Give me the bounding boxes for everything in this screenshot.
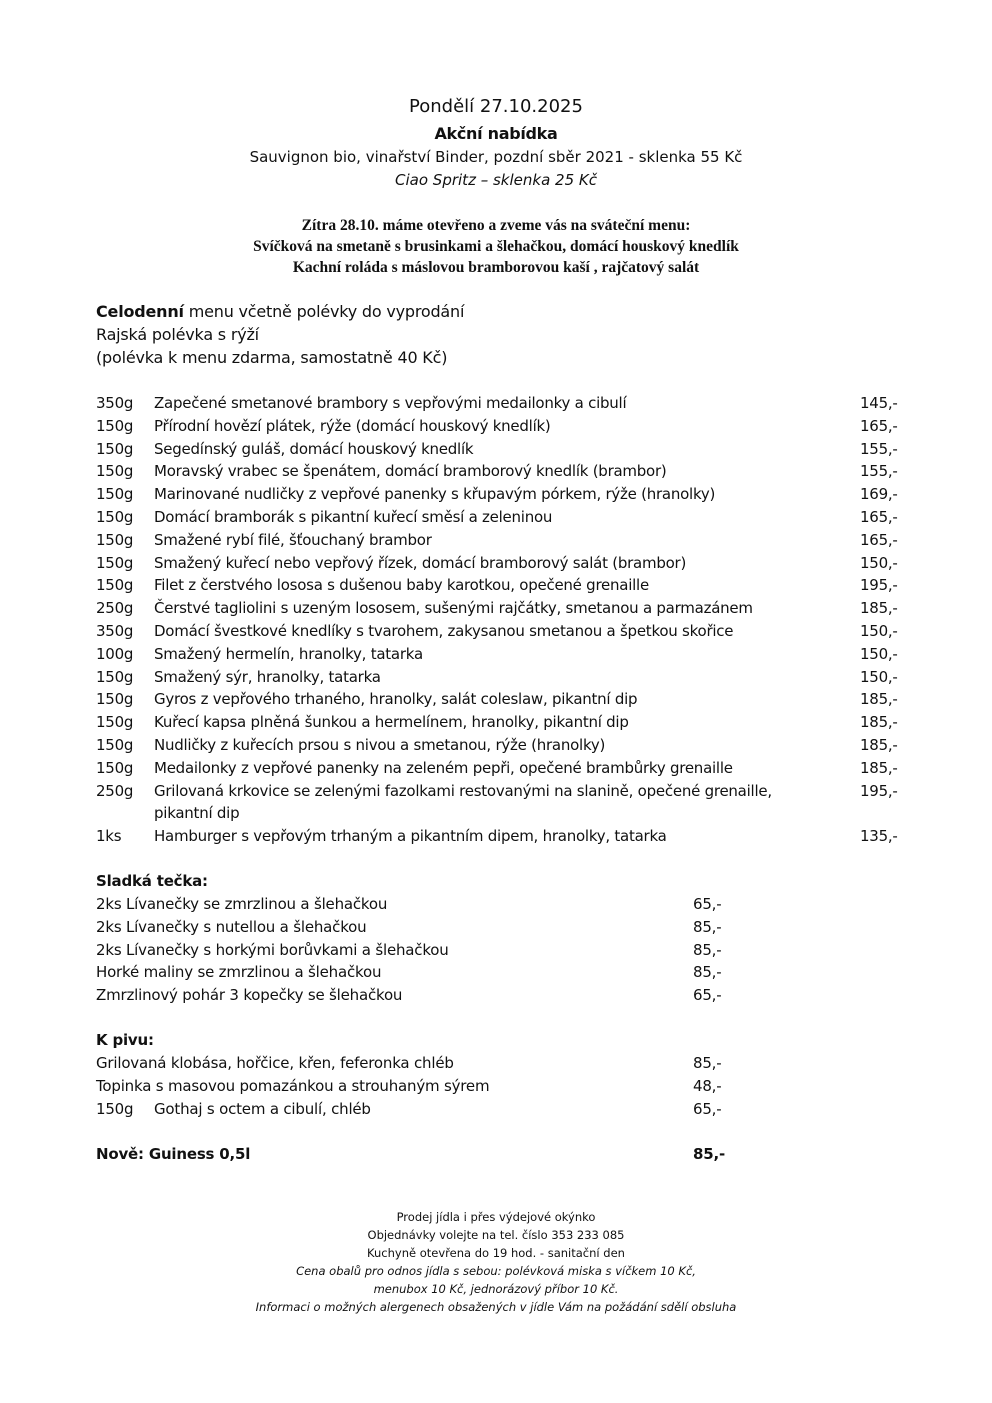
menu-item-name: Marinované nudličky z vepřové panenky s křupavým pórkem, rýže (hranolky): [154, 485, 716, 504]
dessert-row: [96, 961, 736, 984]
beer-snacks-list: [96, 1052, 736, 1120]
tomorrow-line: Kachní roláda s máslovou bramborovou kaší , rajčatový salát: [292, 259, 700, 276]
dessert-row: [96, 939, 736, 962]
promo-item: Sauvignon bio, vinařství Binder, pozdní sběr 2021 - sklenka 55 Kč: [249, 148, 743, 166]
menu-item-name: Domácí bramborák s pikantní kuřecí směsí a zeleninou: [154, 507, 553, 526]
menu-item-name: Smažený hermelín, hranolky, tatarka: [154, 644, 423, 663]
menu-item-weight: 350g: [96, 621, 134, 640]
menu-item-weight: 250g: [96, 781, 134, 800]
menu-item-name: Kuřecí kapsa plněná šunkou a hermelínem, hranolky, pikantní dip: [154, 713, 629, 732]
new-item-name: Nově: Guiness 0,5l: [96, 1145, 251, 1163]
menu-item-price: 155,-: [860, 462, 898, 481]
beer-snack-name: Grilovaná klobása, hořčice, křen, feferonka chléb: [96, 1054, 454, 1072]
new-item-section: [96, 1143, 736, 1166]
menu-item-row: [96, 597, 916, 620]
beer-snack-row: [96, 1052, 736, 1075]
daily-menu-heading-bold: Celodenní: [96, 302, 184, 321]
menu-item-name: Smažené rybí filé, šťouchaný brambor: [154, 530, 432, 549]
menu-item-price: 150,-: [860, 553, 898, 572]
menu-item-weight: 150g: [96, 416, 134, 435]
tomorrow-line: Svíčková na smetaně s brusinkami a šlehačkou, domácí houskový knedlík: [253, 238, 739, 255]
menu-item-price: 150,-: [860, 667, 898, 686]
dessert-price: 85,-: [693, 963, 722, 982]
soup-note: (polévka k menu zdarma, samostatně 40 Kč): [96, 348, 448, 367]
menu-item-row: [96, 688, 916, 711]
menu-item-weight: 150g: [96, 553, 134, 572]
footer-line: Kuchyně otevřena do 19 hod. - sanitační den: [367, 1246, 625, 1260]
menu-item-price: 165,-: [860, 507, 898, 526]
menu-item-name: Smažený sýr, hranolky, tatarka: [154, 667, 381, 686]
dessert-price: 85,-: [693, 917, 722, 936]
dessert-price: 65,-: [693, 986, 722, 1005]
menu-item-row: [96, 574, 916, 597]
beer-snack-price: 85,-: [693, 1054, 722, 1072]
menu-item-row: [96, 415, 916, 438]
menu-item-price: 185,-: [860, 758, 898, 777]
menu-item-weight: 100g: [96, 644, 134, 663]
tomorrow-line: Zítra 28.10. máme otevřeno a zveme vás na sváteční menu:: [301, 217, 691, 234]
menu-item-weight: 150g: [96, 507, 134, 526]
footer-line: Prodej jídla i přes výdejové okýnko: [396, 1210, 596, 1224]
dessert-row: [96, 893, 736, 916]
menu-item-price: 185,-: [860, 735, 898, 754]
new-item-price: 85,-: [693, 1145, 725, 1163]
menu-item-weight: 150g: [96, 713, 134, 732]
menu-item-price: 145,-: [860, 394, 898, 412]
menu-item-row: [96, 620, 916, 643]
beer-snacks-section: [96, 1029, 736, 1120]
menu-item-weight: 150g: [96, 462, 134, 481]
beer-snack-price: 48,-: [693, 1076, 722, 1095]
menu-item-price: 155,-: [860, 439, 898, 458]
menu-item-name: Moravský vrabec se špenátem, domácí bramborový knedlík (brambor): [154, 462, 667, 481]
menu-item-row: [96, 529, 916, 552]
footer-allergen-note: Informaci o možných alergenech obsažených v jídle Vám na požádání sdělí obsluha: [255, 1300, 737, 1314]
menu-item-price: 135,-: [860, 827, 898, 846]
dessert-name: Zmrzlinový pohár 3 kopečky se šlehačkou: [96, 986, 403, 1005]
menu-item-price: 185,-: [860, 690, 898, 709]
menu-item-row: [96, 483, 916, 506]
beer-snack-row: [96, 1075, 736, 1098]
menu-item-price: 195,-: [860, 576, 898, 595]
beer-snacks-heading: K pivu:: [96, 1031, 154, 1049]
menu-item-row: [96, 734, 916, 757]
footer-packaging-note: menubox 10 Kč, jednorázový příbor 10 Kč.: [373, 1282, 619, 1296]
menu-item-weight: 150g: [96, 735, 134, 754]
dessert-row: [96, 916, 736, 939]
menu-item-name: Přírodní hovězí plátek, rýže (domácí houskový knedlík): [154, 416, 551, 435]
menu-item-weight: 150g: [96, 667, 134, 686]
menu-item-weight: 1ks: [96, 827, 122, 846]
menu-item-row: [96, 643, 916, 666]
dessert-heading: Sladká tečka:: [96, 872, 208, 890]
dessert-name: 2ks Lívanečky s nutellou a šlehačkou: [96, 917, 367, 936]
menu-item-weight: 250g: [96, 599, 134, 618]
menu-item-row: [96, 825, 916, 848]
dessert-price: 65,-: [693, 895, 722, 913]
dessert-row: [96, 984, 736, 1007]
daily-menu-list: [96, 392, 916, 848]
beer-snack-name: Gothaj s octem a cibulí, chléb: [154, 1099, 371, 1118]
menu-item-price: 150,-: [860, 644, 898, 663]
promo-title: Akční nabídka: [434, 124, 558, 143]
dessert-list: [96, 893, 736, 1007]
menu-item-weight: 150g: [96, 439, 134, 458]
menu-date: Pondělí 27.10.2025: [409, 96, 583, 117]
menu-item-name: Zapečené smetanové brambory s vepřovými medailonky a cibulí: [154, 394, 627, 412]
footer-packaging-note: Cena obalů pro odnos jídla s sebou: polévková miska s víčkem 10 Kč,: [296, 1264, 696, 1278]
menu-item-name: Hamburger s vepřovým trhaným a pikantním dipem, hranolky, tatarka: [154, 827, 667, 846]
dessert-name: 2ks Lívanečky se zmrzlinou a šlehačkou: [96, 895, 388, 913]
menu-item-name: Smažený kuřecí nebo vepřový řízek, domácí bramborový salát (brambor): [154, 553, 687, 572]
menu-item-weight: 150g: [96, 530, 134, 549]
dessert-name: Horké maliny se zmrzlinou a šlehačkou: [96, 963, 382, 982]
menu-item-weight: 150g: [96, 690, 134, 709]
menu-item-price: 185,-: [860, 713, 898, 732]
menu-item-name: Grilovaná krkovice se zelenými fazolkami restovanými na slanině, opečené grenaille, pikantní dip: [154, 781, 772, 823]
menu-item-price: 150,-: [860, 621, 898, 640]
tomorrow-announcement: [0, 215, 992, 278]
dessert-price: 85,-: [693, 940, 722, 959]
menu-item-row: [96, 757, 916, 780]
menu-item-name: Filet z čerstvého lososa s dušenou baby karotkou, opečené grenaille: [154, 576, 649, 595]
dessert-section: [96, 870, 736, 1007]
menu-item-row: [96, 780, 916, 826]
menu-item-price: 195,-: [860, 781, 898, 800]
menu-item-price: 165,-: [860, 530, 898, 549]
menu-item-weight: 150g: [96, 758, 134, 777]
beer-snack-row: [96, 1098, 736, 1121]
dessert-name: 2ks Lívanečky s horkými borůvkami a šlehačkou: [96, 940, 449, 959]
menu-item-row: [96, 506, 916, 529]
menu-item-price: 169,-: [860, 485, 898, 504]
menu-item-name: Gyros z vepřového trhaného, hranolky, salát coleslaw, pikantní dip: [154, 690, 638, 709]
menu-item-row: [96, 438, 916, 461]
daily-menu-heading-rest: menu včetně polévky do vyprodání: [183, 302, 465, 321]
promo-item: Ciao Spritz – sklenka 25 Kč: [395, 171, 597, 189]
menu-item-name: Nudličky z kuřecích prsou s nivou a smetanou, rýže (hranolky): [154, 735, 606, 754]
footer-phone: Objednávky volejte na tel. číslo 353 233 085: [367, 1228, 625, 1242]
beer-snack-name: Topinka s masovou pomazánkou a strouhaným sýrem: [96, 1076, 490, 1095]
soup-of-day: Rajská polévka s rýží: [96, 325, 259, 344]
menu-item-row: [96, 552, 916, 575]
beer-snack-weight: 150g: [96, 1099, 134, 1118]
menu-item-name: Segedínský guláš, domácí houskový knedlík: [154, 439, 474, 458]
new-item-row: [96, 1143, 736, 1166]
menu-item-row: [96, 666, 916, 689]
menu-item-name: Medailonky z vepřové panenky na zeleném pepři, opečené brambůrky grenaille: [154, 758, 733, 777]
beer-snack-price: 65,-: [693, 1099, 722, 1118]
daily-menu-header: [96, 300, 464, 369]
menu-item-row: [96, 711, 916, 734]
menu-item-name: Domácí švestkové knedlíky s tvarohem, zakysanou smetanou a špetkou skořice: [154, 621, 734, 640]
menu-item-weight: 150g: [96, 485, 134, 504]
menu-item-weight: 150g: [96, 576, 134, 595]
footer: [0, 1208, 992, 1316]
menu-item-row: [96, 392, 916, 415]
menu-item-name: Čerstvé tagliolini s uzeným lososem, sušenými rajčátky, smetanou a parmazánem: [154, 599, 753, 618]
menu-item-weight: 350g: [96, 394, 134, 412]
daily-menu-heading: [96, 300, 464, 323]
menu-item-price: 165,-: [860, 416, 898, 435]
menu-item-row: [96, 460, 916, 483]
menu-item-price: 185,-: [860, 599, 898, 618]
